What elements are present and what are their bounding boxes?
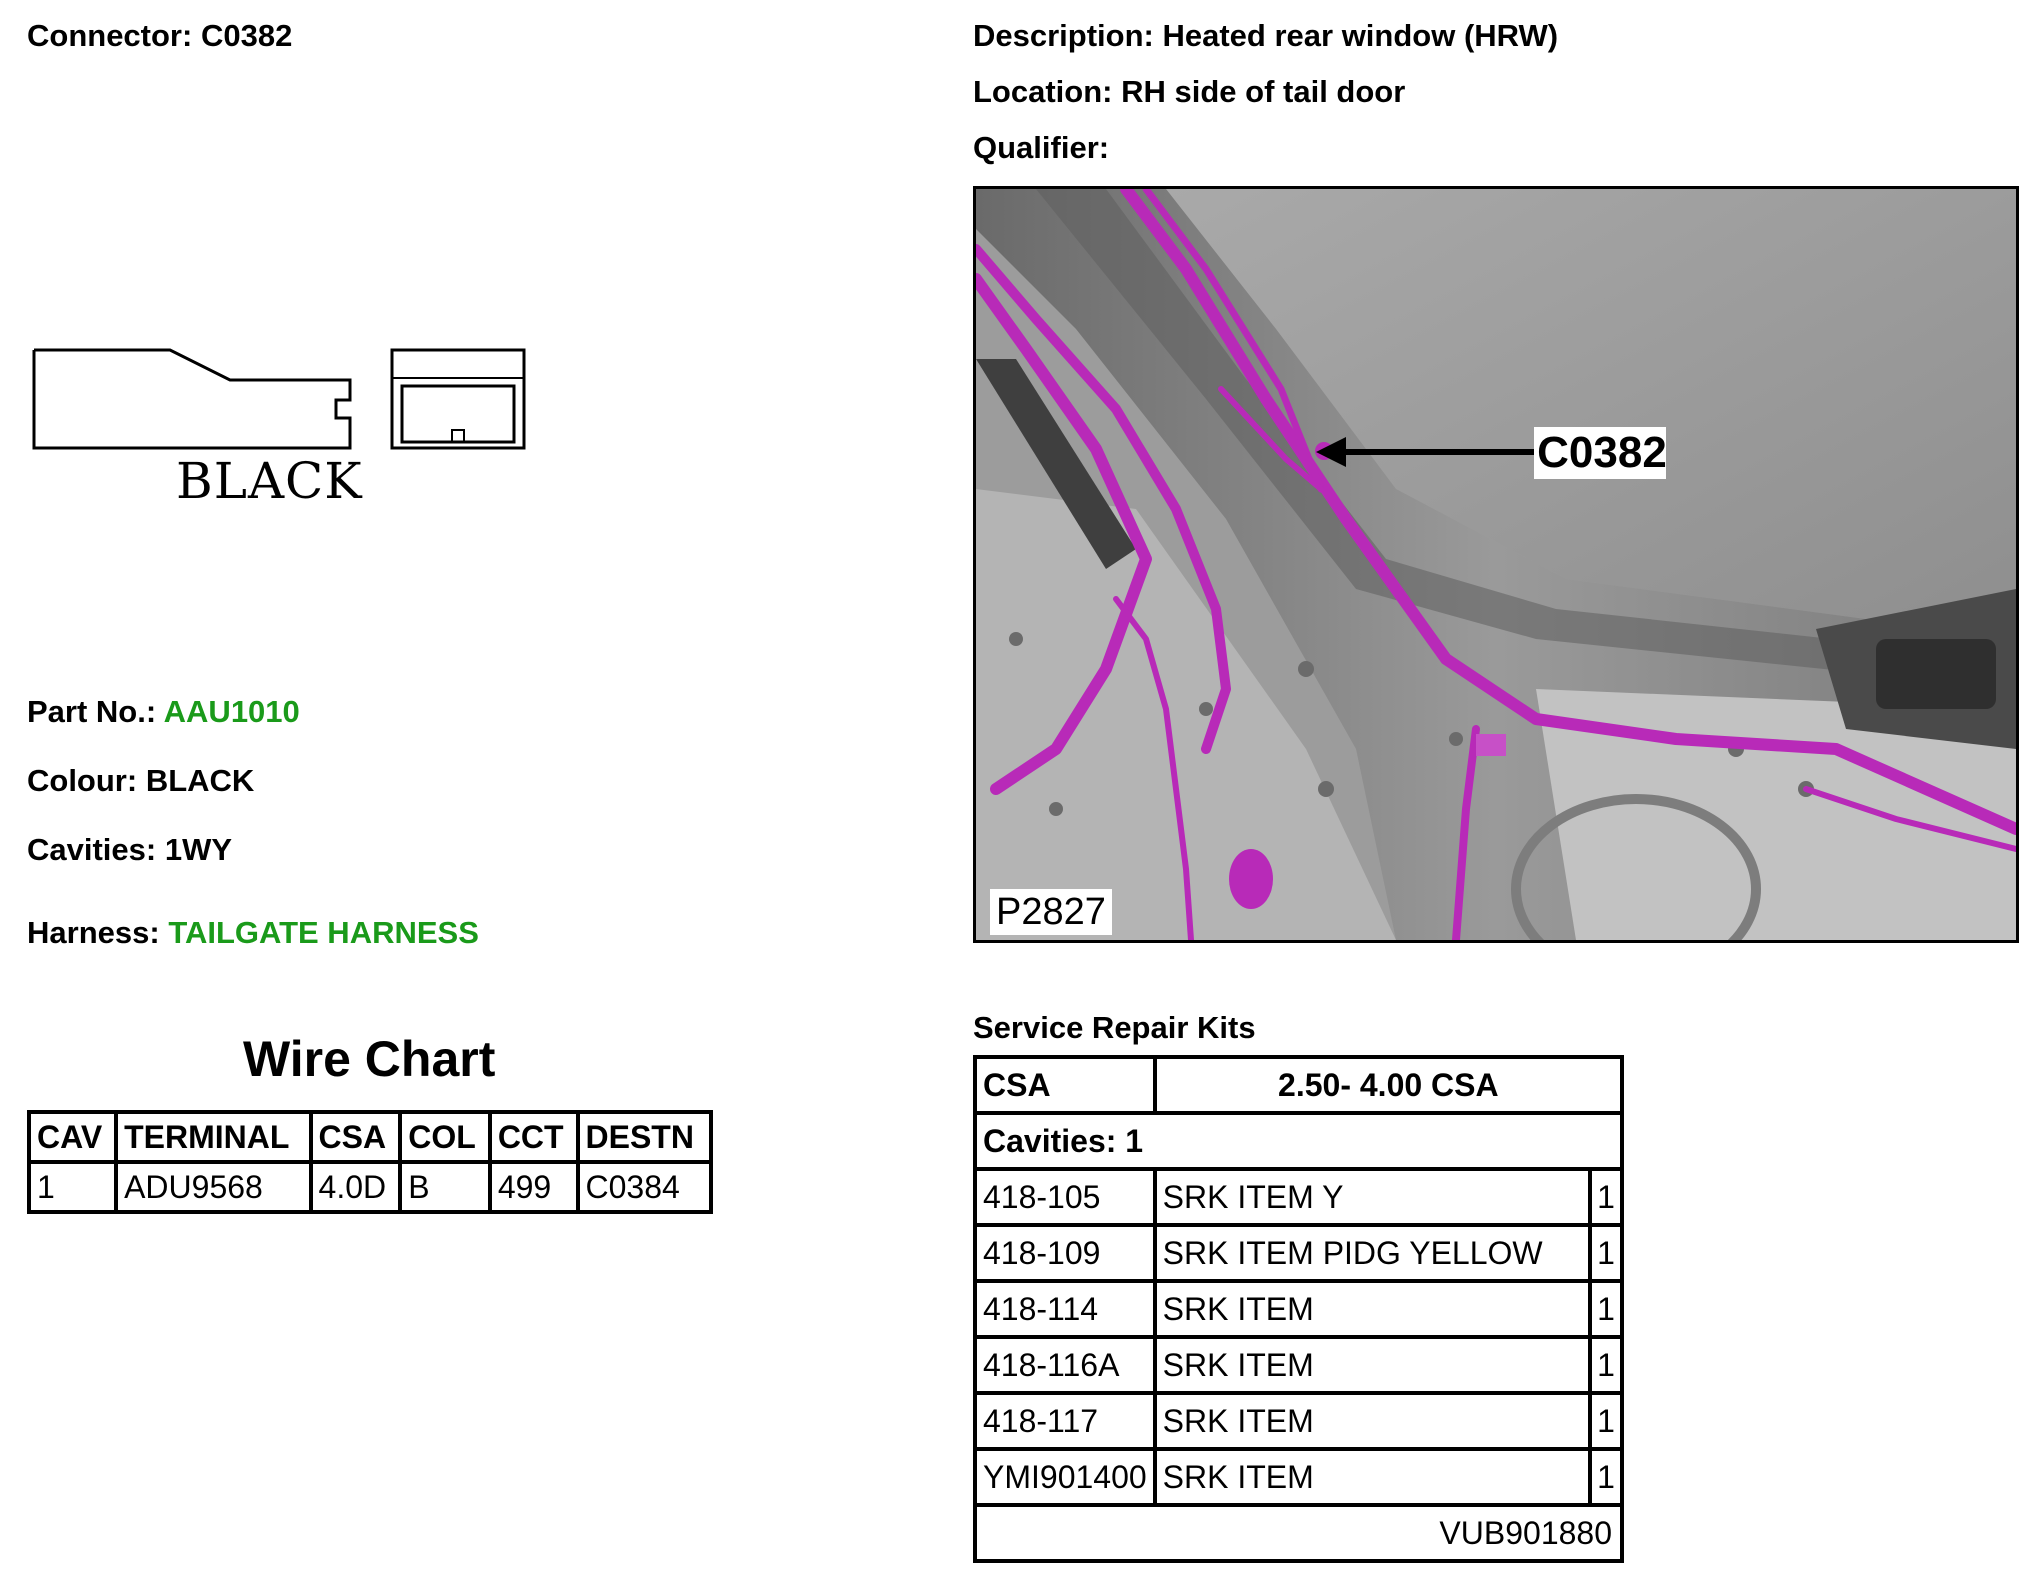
part-no-label: Part No.: [27,694,157,729]
vehicle-tailgate-illustration [976,189,2016,940]
srk-cavities-row [975,1113,1622,1169]
connector-value: C0382 [200,18,293,53]
cell-cct: 499 [490,1162,578,1212]
srk-csa-value: 2.50- 4.00 CSA [1155,1057,1622,1113]
srk-desc: SRK ITEM [1155,1281,1590,1337]
colour-line [27,763,254,799]
connector-drawing [30,340,540,525]
srk-cavities: Cavities: 1 [975,1113,1622,1169]
wire-chart-title: Wire Chart [243,1031,496,1087]
table-row [975,1281,1622,1337]
srk-part: YMI901400 [975,1449,1155,1505]
header-terminal: TERMINAL [116,1112,310,1162]
wire-chart-header-row [29,1112,711,1162]
location-label: Location: [973,74,1113,109]
table-row [975,1393,1622,1449]
header-csa: CSA [311,1112,401,1162]
srk-qty: 1 [1590,1337,1622,1393]
srk-footer: VUB901880 [975,1505,1622,1561]
srk-csa-label: CSA [975,1057,1155,1113]
srk-qty: 1 [1590,1281,1622,1337]
colour-value: BLACK [145,763,255,798]
srk-part: 418-116A [975,1337,1155,1393]
header-destn: DESTN [578,1112,712,1162]
part-no-line [27,694,300,730]
srk-part: 418-114 [975,1281,1155,1337]
colour-label: Colour: [27,763,138,798]
srk-qty: 1 [1590,1169,1622,1225]
cavities-label: Cavities: [27,832,157,867]
srk-csa-row [975,1057,1622,1113]
cavities-value: 1WY [164,832,233,867]
harness-value: TAILGATE HARNESS [168,915,479,950]
cell-col: B [400,1162,490,1212]
header-cct: CCT [490,1112,578,1162]
srk-desc: SRK ITEM [1155,1393,1590,1449]
location-value: RH side of tail door [1121,74,1406,109]
srk-desc: SRK ITEM [1155,1337,1590,1393]
table-row [975,1337,1622,1393]
table-row [975,1449,1622,1505]
qualifier-line [973,130,1109,166]
srk-part: 418-117 [975,1393,1155,1449]
cell-cav: 1 [29,1162,116,1212]
cell-terminal: ADU9568 [116,1162,310,1212]
description-line [973,18,1558,54]
description-label: Description: [973,18,1154,53]
srk-qty: 1 [1590,1225,1622,1281]
table-row [29,1162,711,1212]
header-cav: CAV [29,1112,116,1162]
cell-destn: C0384 [578,1162,712,1212]
connector-label: Connector: [27,18,193,53]
location-line [973,74,1405,110]
connector-line [27,18,292,54]
table-row [975,1169,1622,1225]
srk-part: 418-109 [975,1225,1155,1281]
photo-reference: P2827 [990,889,1112,935]
harness-line [27,915,479,951]
qualifier-label: Qualifier: [973,130,1110,165]
cell-csa: 4.0D [311,1162,401,1212]
srk-desc: SRK ITEM PIDG YELLOW [1155,1225,1590,1281]
location-photo [973,186,2019,943]
srk-part: 418-105 [975,1169,1155,1225]
photo-callout-label: C0382 [1537,428,1667,477]
table-row [975,1225,1622,1281]
cavities-line [27,832,232,868]
wire-chart-table [27,1110,713,1214]
header-col: COL [400,1112,490,1162]
description-value: Heated rear window (HRW) [1162,18,1559,53]
srk-footer-row [975,1505,1622,1561]
srk-qty: 1 [1590,1393,1622,1449]
part-no-value: AAU1010 [163,694,300,729]
srk-table [973,1055,1624,1563]
drawing-colour-text: BLACK [176,452,363,510]
srk-title: Service Repair Kits [973,1010,1256,1045]
srk-desc: SRK ITEM Y [1155,1169,1590,1225]
srk-desc: SRK ITEM [1155,1449,1590,1505]
srk-qty: 1 [1590,1449,1622,1505]
harness-label: Harness: [27,915,160,950]
